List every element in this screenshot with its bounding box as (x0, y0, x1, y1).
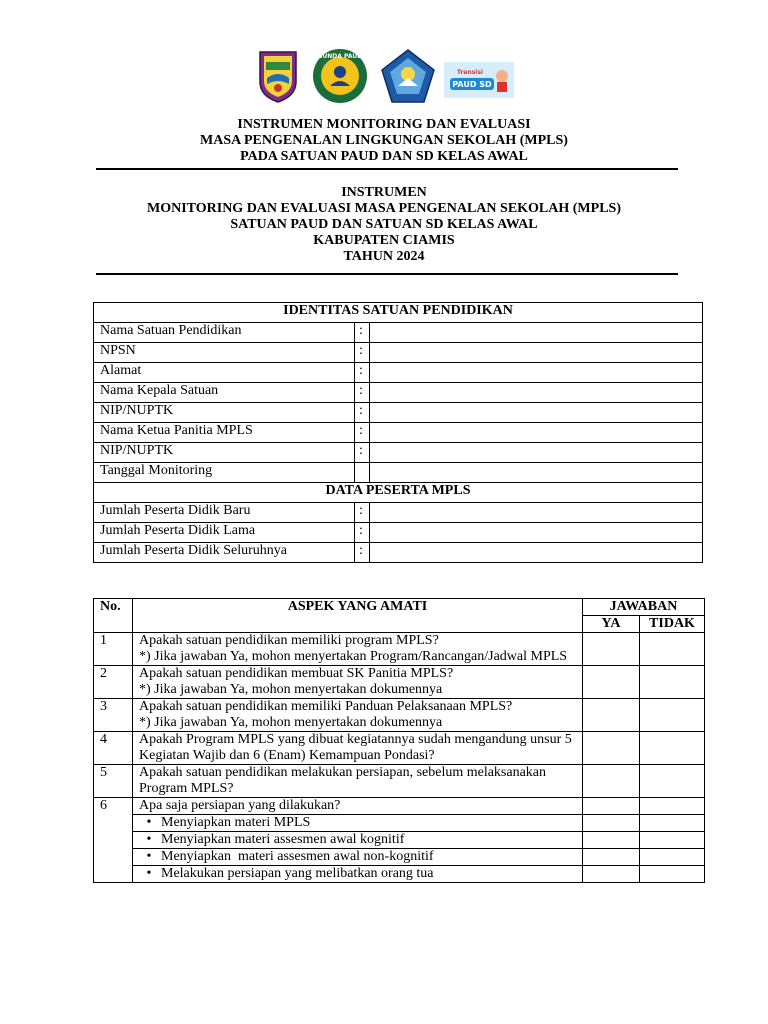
answer-tidak-cell[interactable] (640, 732, 705, 765)
identitas-label: Alamat (94, 363, 355, 383)
instrument-title-line-4: KABUPATEN CIAMIS (313, 233, 455, 248)
transisi-paud-sd-logo (444, 62, 514, 98)
identitas-value-cell[interactable] (370, 463, 703, 483)
identitas-label: Tanggal Monitoring (94, 463, 355, 483)
identitas-row (94, 363, 703, 383)
aspek-question: Apakah satuan pendidikan memiliki program MPLS? (139, 633, 439, 648)
identitas-colon: : (355, 403, 370, 423)
instrument-title-line-3: SATUAN PAUD DAN SATUAN SD KELAS AWAL (230, 217, 538, 232)
identitas-label: Nama Kepala Satuan (94, 383, 355, 403)
aspek-row (94, 699, 705, 732)
aspek-bullet-item (133, 866, 583, 883)
answer-ya-cell[interactable] (583, 699, 640, 732)
aspek-header-row (94, 599, 705, 616)
identitas-colon (355, 463, 370, 483)
answer-tidak-cell[interactable] (640, 849, 705, 866)
transisi-logo-text: PAUD SD (452, 80, 492, 89)
identitas-table (93, 302, 703, 563)
answer-ya-cell[interactable] (583, 798, 640, 815)
instrument-title-line-1: INSTRUMEN (341, 185, 427, 200)
bullet-glyph: • (146, 849, 152, 864)
aspek-bullet-text: Menyiapkan materi assesmen awal non-kognitif (161, 849, 434, 864)
identitas-value-cell[interactable] (370, 403, 703, 423)
answer-tidak-cell[interactable] (640, 866, 705, 883)
identitas-row (94, 383, 703, 403)
peserta-value-cell[interactable] (370, 503, 703, 523)
aspek-note: *) Jika jawaban Ya, mohon menyertakan dokumennya (139, 682, 443, 697)
identitas-value-cell[interactable] (370, 423, 703, 443)
answer-tidak-cell[interactable] (640, 832, 705, 849)
peserta-header: DATA PESERTA MPLS (94, 483, 703, 503)
ciamis-regency-logo (257, 48, 299, 104)
aspek-row (94, 633, 705, 666)
main-title-line-3: PADA SATUAN PAUD DAN SD KELAS AWAL (240, 149, 528, 164)
aspek-bullet-row (94, 815, 705, 832)
aspek-question-cell (133, 765, 583, 798)
peserta-header-row (94, 483, 703, 503)
logo-row (0, 48, 768, 106)
bullet-glyph: • (146, 866, 152, 881)
bunda-paud-logo-text: BUNDA PAUD (317, 53, 363, 60)
bullet-glyph: • (146, 832, 152, 847)
identitas-value-cell[interactable] (370, 363, 703, 383)
peserta-label: Jumlah Peserta Didik Lama (94, 523, 355, 543)
peserta-value-cell[interactable] (370, 523, 703, 543)
col-aspek-header: ASPEK YANG AMATI (133, 599, 583, 633)
identitas-value-cell[interactable] (370, 443, 703, 463)
answer-ya-cell[interactable] (583, 866, 640, 883)
aspek-question-cell (133, 732, 583, 765)
identitas-value-cell[interactable] (370, 343, 703, 363)
identitas-header-row (94, 303, 703, 323)
bullet-glyph: • (146, 815, 152, 830)
identitas-colon: : (355, 343, 370, 363)
peserta-label: Jumlah Peserta Didik Seluruhnya (94, 543, 355, 563)
answer-ya-cell[interactable] (583, 832, 640, 849)
identitas-value-cell[interactable] (370, 323, 703, 343)
identitas-label: Nama Satuan Pendidikan (94, 323, 355, 343)
identitas-row (94, 403, 703, 423)
aspek-number: 5 (94, 765, 133, 798)
identitas-header: IDENTITAS SATUAN PENDIDIKAN (94, 303, 703, 323)
answer-ya-cell[interactable] (583, 633, 640, 666)
aspek-question-cell (133, 699, 583, 732)
aspek-question: Apa saja persiapan yang dilakukan? (139, 798, 341, 813)
title-divider-1 (96, 168, 678, 170)
peserta-value-cell[interactable] (370, 543, 703, 563)
identitas-colon: : (355, 443, 370, 463)
aspek-row (94, 732, 705, 765)
transisi-logo-subtext: Transisi (457, 69, 483, 76)
aspek-question-cell (133, 633, 583, 666)
aspek-question: Apakah Program MPLS yang dibuat kegiatannya sudah mengandung unsur 5 Kegiatan Wajib dan 6 (Enam) Kemampuan Pondasi? (139, 732, 572, 763)
answer-tidak-cell[interactable] (640, 666, 705, 699)
aspek-bullet-text: Menyiapkan materi MPLS (161, 815, 311, 830)
answer-ya-cell[interactable] (583, 765, 640, 798)
tut-wuri-handayani-logo (380, 48, 436, 104)
identitas-colon: : (355, 383, 370, 403)
identitas-label: NIP/NUPTK (94, 403, 355, 423)
aspek-question-cell (133, 798, 583, 815)
peserta-row (94, 523, 703, 543)
identitas-colon: : (355, 423, 370, 443)
aspek-question: Apakah satuan pendidikan memiliki Panduan Pelaksanaan MPLS? (139, 699, 513, 714)
answer-ya-cell[interactable] (583, 666, 640, 699)
identitas-row (94, 443, 703, 463)
peserta-colon: : (355, 543, 370, 563)
identitas-colon: : (355, 363, 370, 383)
identitas-label: NPSN (94, 343, 355, 363)
peserta-row (94, 543, 703, 563)
col-no-header: No. (94, 599, 133, 633)
peserta-label: Jumlah Peserta Didik Baru (94, 503, 355, 523)
aspek-bullet-text: Menyiapkan materi assesmen awal kognitif (161, 832, 405, 847)
aspek-question: Apakah satuan pendidikan membuat SK Panitia MPLS? (139, 666, 454, 681)
aspek-number: 2 (94, 666, 133, 699)
peserta-colon: : (355, 523, 370, 543)
aspek-bullet-row (94, 849, 705, 866)
aspek-row (94, 666, 705, 699)
answer-ya-cell[interactable] (583, 815, 640, 832)
answer-tidak-cell[interactable] (640, 815, 705, 832)
aspek-number: 4 (94, 732, 133, 765)
main-title-line-1: INSTRUMEN MONITORING DAN EVALUASI (237, 117, 531, 132)
identitas-label: Nama Ketua Panitia MPLS (94, 423, 355, 443)
identitas-label: NIP/NUPTK (94, 443, 355, 463)
identitas-colon: : (355, 323, 370, 343)
answer-tidak-cell[interactable] (640, 699, 705, 732)
peserta-row (94, 503, 703, 523)
aspek-bullet-row (94, 832, 705, 849)
identitas-row (94, 463, 703, 483)
col-tidak-header: TIDAK (640, 616, 705, 633)
aspek-table (93, 598, 705, 883)
answer-ya-cell[interactable] (583, 732, 640, 765)
instrument-title-line-2: MONITORING DAN EVALUASI MASA PENGENALAN SEKOLAH (MPLS) (147, 201, 621, 216)
identitas-value-cell[interactable] (370, 383, 703, 403)
aspek-question-cell (133, 666, 583, 699)
answer-tidak-cell[interactable] (640, 798, 705, 815)
answer-tidak-cell[interactable] (640, 633, 705, 666)
answer-ya-cell[interactable] (583, 849, 640, 866)
main-title (0, 117, 768, 165)
aspek-question: Apakah satuan pendidikan melakukan persiapan, sebelum melaksanakan Program MPLS? (139, 765, 547, 796)
col-ya-header: YA (583, 616, 640, 633)
answer-tidak-cell[interactable] (640, 765, 705, 798)
bunda-paud-logo (312, 48, 368, 104)
peserta-colon: : (355, 503, 370, 523)
identitas-row (94, 323, 703, 343)
instrument-title (0, 185, 768, 265)
aspek-note: *) Jika jawaban Ya, mohon menyertakan dokumennya (139, 715, 443, 730)
aspek-number: 3 (94, 699, 133, 732)
aspek-note: *) Jika jawaban Ya, mohon menyertakan Program/Rancangan/Jadwal MPLS (139, 649, 568, 664)
aspek-bullet-item (133, 815, 583, 832)
aspek-row (94, 765, 705, 798)
col-jawaban-header: JAWABAN (583, 599, 705, 616)
aspek-bullet-item (133, 849, 583, 866)
title-divider-2 (96, 273, 678, 275)
aspek-number: 6 (94, 798, 133, 883)
identitas-row (94, 343, 703, 363)
instrument-title-line-5: TAHUN 2024 (343, 249, 425, 264)
main-title-line-2: MASA PENGENALAN LINGKUNGAN SEKOLAH (MPLS) (200, 133, 568, 148)
aspek-bullet-text: Melakukan persiapan yang melibatkan orang tua (161, 866, 434, 881)
aspek-bullet-item (133, 832, 583, 849)
aspek-number: 1 (94, 633, 133, 666)
aspek-row (94, 798, 705, 815)
aspek-bullet-row (94, 866, 705, 883)
identitas-row (94, 423, 703, 443)
